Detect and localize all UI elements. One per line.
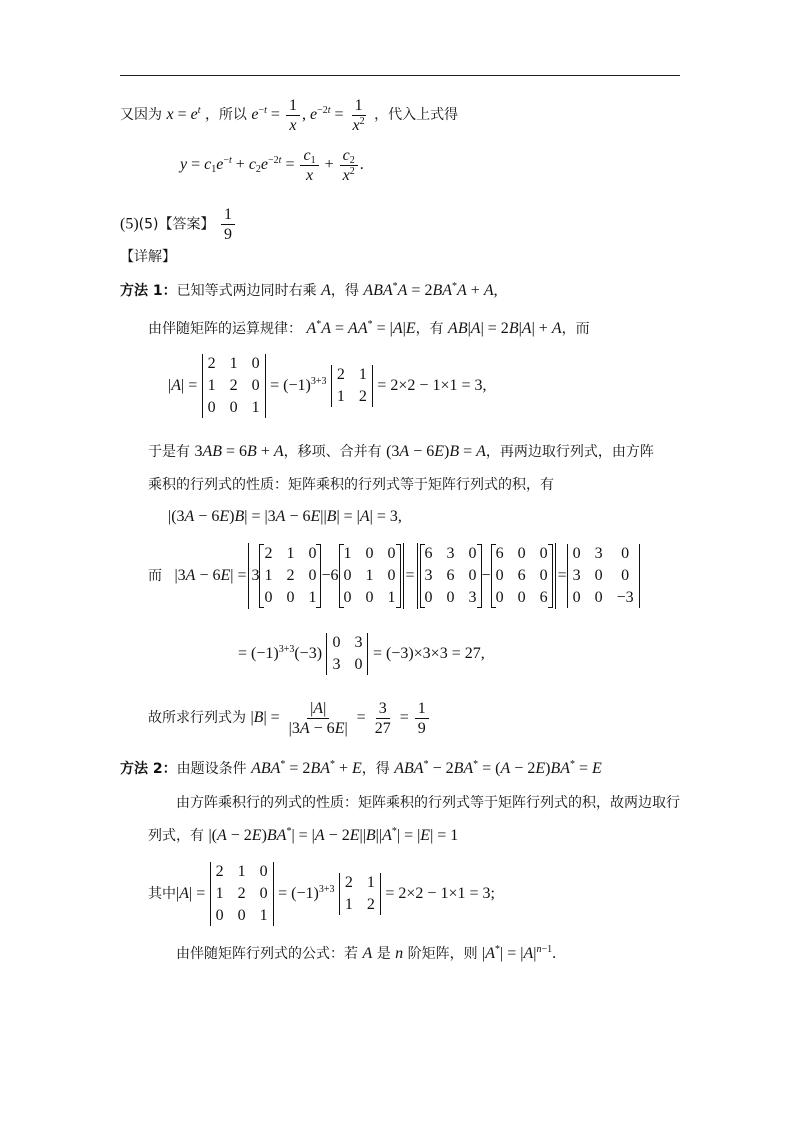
text-line-substitution (120, 97, 458, 134)
method2-title: 方法 2： (120, 761, 177, 777)
matrix-identity: 1 0 0 0 1 0 0 0 1 (339, 544, 401, 608)
det-a-computation-1: |A| = 2 1 0 1 2 0 0 0 1 = $(-1)^{3+3}$ 2 1 1 2 = 2×2 − 1×1 = 3, (168, 355, 487, 416)
final-result: 故所求行列式为 |B| = $\frac{|A|}{|3A - 6E|}$ = $\frac{3}{27}$ = $\frac{1}{9}$ (148, 700, 431, 737)
detail-heading: 【详解】 (120, 249, 176, 265)
minor-a: 2 1 1 2 (331, 365, 373, 407)
combine-terms: 于是有 3AB = 6B + A，移项、合并有 (3A − 6E)B = A，再两边取行列式，由方阵 (148, 443, 654, 460)
math-adjoint-identity: A*A = AA* = |A|E (306, 319, 416, 337)
math-exp-identities: $e^{-t}$ = $\frac{1}{x}$ , $e^{-2t}$ = $\frac{1}{x^2}$ (251, 97, 365, 134)
minor-result: 0 3 3 0 (326, 633, 368, 675)
matrix-6e: 6 0 0 0 6 0 0 0 6 (491, 544, 553, 608)
matrix-result: 0 3 0 3 0 0 0 0 −3 (567, 544, 640, 608)
answer-value: $\frac{1}{9}$ (221, 206, 235, 243)
method1-intro: 方法 1：已知等式两边同时右乘 A，得 ABA*A = 2BA*A + A, (120, 281, 498, 299)
text-suoyi: ，所以 (204, 107, 247, 124)
math-simplified: AB|A| = 2B|A| + A (448, 320, 562, 337)
math-equation-times-a: ABA*A = 2BA*A + A, (363, 281, 498, 299)
method2-property: 由方阵乘积行的列式的性质：矩阵乘积的行列式等于矩阵行列式的积，故两边取行 (176, 795, 680, 811)
method2-intro: 方法 2：由题设条件 ABA* = 2BA* + E，得 ABA* − 2BA* = (A − 2E)BA* = E (120, 759, 602, 777)
method1-title: 方法 1： (120, 283, 177, 299)
matrix-a-bracket: 2 1 0 1 2 0 0 0 1 (259, 544, 321, 608)
matrix-a: 2 1 0 1 2 0 0 0 1 (202, 354, 266, 418)
math-general-solution: $y = c_1e^{-t} + c_2e^{-2t}$ = $\frac{c_1}{x}$ + $\frac{c_2}{x^2}$ . (180, 147, 364, 184)
det-a-computation-2: 其中|A| = 2 1 0 1 2 0 0 0 1 = $(-1)^{3+3}$ 2 1 1 2 = 2×2 − 1×1 = 3; (148, 863, 495, 924)
matrix-a-2: 2 1 0 1 2 0 0 0 1 (210, 862, 274, 926)
answer-label: (5)【答案】 (138, 216, 215, 233)
answer-5: (5)(5)【答案】 $\frac{1}{9}$ (120, 206, 237, 243)
det-expansion: = $(-1)^{3+3}(-3)$ 0 3 3 0 = (−3)×3×3 = 27, (238, 634, 485, 673)
minor-a-2: 2 1 1 2 (339, 873, 381, 915)
det-3a-6e: 而 |3A − 6E| = 3 2 1 0 1 2 0 0 0 1 −6 1 0 0 0 1 0 0 0 1 = 6 3 0 3 6 0 0 0 3 − 6 0 0 0 6 0 0 0 6 = 0 3 0 3 0 0 0 0 −3 (148, 543, 640, 609)
method2-det-equation: 列式，有 |(A − 2E)BA*| = |A − 2E||B||A*| = |E| = 1 (148, 826, 459, 844)
text-youyinwei: 又因为 (120, 107, 162, 124)
product-property: 乘积的行列式的性质：矩阵乘积的行列式等于矩阵行列式的积，有 (148, 477, 554, 493)
adjoint-rule: 由伴随矩阵的运算规律： A*A = AA* = |A|E，有 AB|A| = 2B|A| + A，而 (148, 319, 590, 337)
math-x-equals-et: $x = e^t$ (166, 105, 201, 124)
adjoint-det-formula: 由伴随矩阵行列式的公式：若 A 是 n 阶矩阵，则 $|A^*| = |A|^{n-1}$. (176, 944, 557, 962)
matrix-3a: 6 3 0 3 6 0 0 0 3 (420, 544, 482, 608)
det-product-equation: |(3A − 6E)B| = |3A − 6E||B| = |A| = 3, (168, 508, 402, 525)
header-rule (120, 75, 680, 76)
text-substitute: ，代入上式得 (374, 107, 459, 124)
